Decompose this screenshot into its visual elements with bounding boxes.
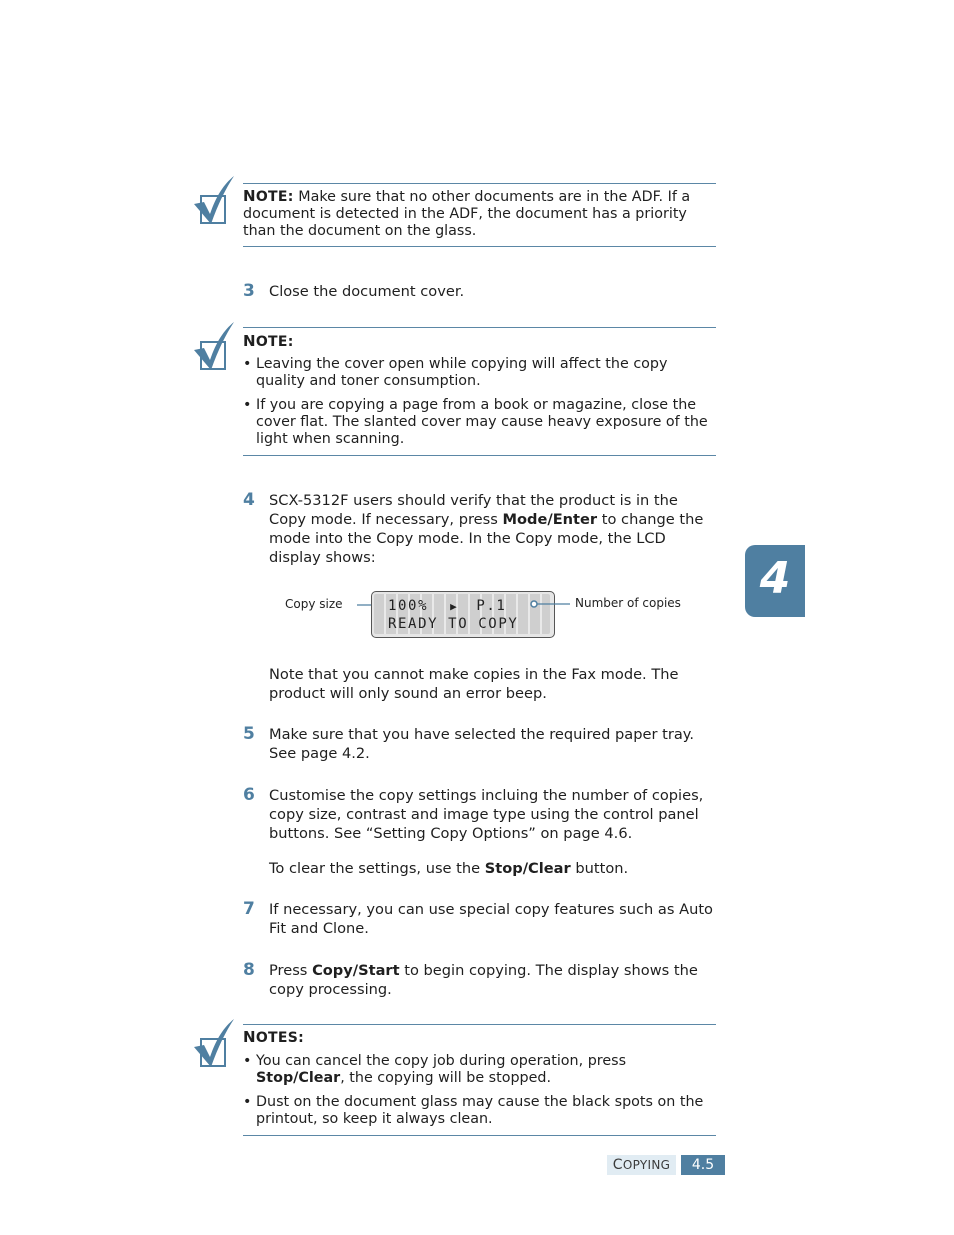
lcd-copy-count: P.1 <box>476 598 507 614</box>
note-rule-top <box>243 183 716 184</box>
footer-section-label: COPYING <box>607 1155 676 1175</box>
lcd-row-1 <box>388 598 506 614</box>
step-number: 6 <box>243 785 255 805</box>
note-2-bullet-2: • If you are copying a page from a book or magazine, close the cover flat. The slanted cover may cause heavy exposure of the light when scanning. <box>243 397 708 447</box>
step-4-text: SCX-5312F users should verify that the product is in the Copy mode. If necessary, press Mode/Enter to change the mode into the Copy mode. In the Copy mode, the LCD display shows: <box>269 492 704 566</box>
note-rule-bottom <box>243 455 716 456</box>
note-1-text: Make sure that no other documents are in the ADF. If a document is detected in the ADF, the document has a priority than the document on the glass. <box>243 189 691 239</box>
chapter-tab <box>745 545 805 617</box>
bullet-dot: • <box>243 1094 252 1110</box>
note-rule-top <box>243 327 716 328</box>
note-2-bullet-1: • Leaving the cover open while copying will affect the copy quality and toner consumption. <box>243 356 668 389</box>
step-number: 4 <box>243 490 255 510</box>
step-6-clear-text: To clear the settings, use the Stop/Clear button. <box>269 860 629 877</box>
step-6-text: Customise the copy settings incluing the number of copies, copy size, contrast and image type using the control panel buttons. See “Setting Copy Options” on page 4.6. <box>269 787 704 842</box>
copies-callout-line <box>528 597 572 611</box>
note-2-label <box>243 333 718 351</box>
note-rule-top <box>243 1024 716 1025</box>
lcd-screen <box>374 594 550 634</box>
step-7-text: If necessary, you can use special copy features such as Auto Fit and Clone. <box>269 901 713 937</box>
chapter-number: 4 <box>759 553 791 604</box>
bullet-dot: • <box>243 397 252 413</box>
copy-size-label: Copy size <box>285 597 343 611</box>
step-5-text: Make sure that you have selected the required paper tray. See page 4.2. <box>269 726 694 762</box>
footer-page-number: 4.5 <box>681 1155 725 1175</box>
lcd-row-2: READY TO COPY <box>388 616 519 632</box>
bullet-dot: • <box>243 1053 252 1069</box>
bullet-dot: • <box>243 356 252 372</box>
play-arrow-icon: ▶ <box>450 600 459 613</box>
step-number: 7 <box>243 899 255 919</box>
lcd-copy-size: 100% <box>388 598 429 614</box>
note-rule-bottom <box>243 1135 716 1136</box>
note-3-bullet-1: • You can cancel the copy job during operation, press Stop/Clear, the copying will be stopped. <box>243 1053 627 1086</box>
step-8-text: Press Copy/Start to begin copying. The display shows the copy processing. <box>269 962 698 998</box>
number-of-copies-label: Number of copies <box>575 596 681 610</box>
note-3-label <box>243 1029 718 1047</box>
checkmark-note-icon <box>192 174 236 228</box>
note-1 <box>243 188 718 240</box>
note-label: NOTE: <box>243 187 294 205</box>
step-4-note: Note that you cannot make copies in the Fax mode. The product will only sound an error beep. <box>269 666 679 702</box>
step-number: 5 <box>243 724 255 744</box>
note-label: NOTE: <box>243 332 294 350</box>
step-number: 3 <box>243 281 255 301</box>
step-3-text: Close the document cover. <box>269 283 465 300</box>
note-rule-bottom <box>243 246 716 247</box>
step-number: 8 <box>243 960 255 980</box>
checkmark-note-icon <box>192 320 236 374</box>
note-3-bullet-2: • Dust on the document glass may cause the black spots on the printout, so keep it always clean. <box>243 1094 704 1127</box>
note-label: NOTES: <box>243 1028 305 1046</box>
checkmark-note-icon <box>192 1017 236 1071</box>
